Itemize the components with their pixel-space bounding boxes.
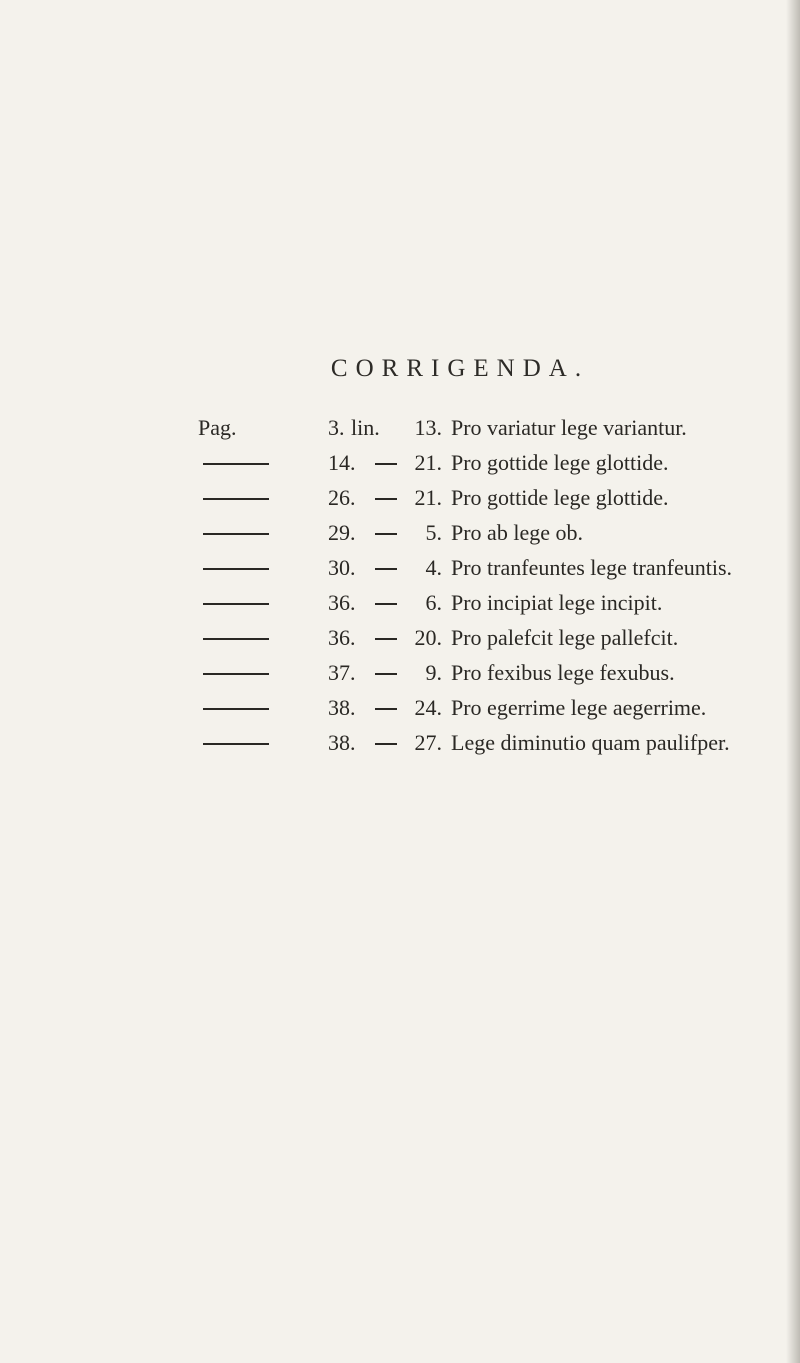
ditto-dash-short	[375, 673, 397, 675]
ditto-dash	[203, 743, 269, 745]
ditto-dash-short	[375, 568, 397, 570]
correction-text: Pro gottide lege glottide.	[451, 485, 669, 510]
page-number: 36.	[328, 625, 356, 650]
page-number: 38.	[328, 695, 356, 720]
ditto-dash	[203, 673, 269, 675]
line-number: 5.	[425, 520, 442, 545]
page-title: CORRIGENDA.	[330, 355, 590, 382]
ditto-dash-short	[375, 708, 397, 710]
page-number: 14.	[328, 450, 356, 475]
correction-text: Pro ab lege ob.	[451, 520, 583, 545]
page-number: 26.	[328, 485, 356, 510]
ditto-dash	[203, 568, 269, 570]
page-number: 38.	[328, 730, 356, 755]
page-number: 3.	[328, 415, 345, 440]
line-number: 9.	[425, 660, 442, 685]
correction-text: Pro gottide lege glottide.	[451, 450, 669, 475]
ditto-dash	[203, 708, 269, 710]
ditto-dash	[203, 638, 269, 640]
pag-label: Pag.	[198, 415, 237, 440]
line-number: 24.	[414, 695, 442, 720]
ditto-dash-short	[375, 743, 397, 745]
page-number: 37.	[328, 660, 356, 685]
line-number: 21.	[414, 485, 442, 510]
line-number: 21.	[414, 450, 442, 475]
correction-text: Lege diminutio quam paulifper.	[451, 730, 730, 755]
ditto-dash-short	[375, 498, 397, 500]
ditto-dash-short	[375, 638, 397, 640]
page-number: 29.	[328, 520, 356, 545]
line-number: 6.	[425, 590, 442, 615]
line-number: 20.	[414, 625, 442, 650]
correction-text: Pro variatur lege variantur.	[451, 415, 687, 440]
line-number: 27.	[414, 730, 442, 755]
correction-text: Pro tranfeuntes lege tranfeuntis.	[451, 555, 733, 580]
ditto-dash	[203, 533, 269, 535]
line-number: 4.	[425, 555, 442, 580]
ditto-dash	[203, 463, 269, 465]
ditto-dash	[203, 498, 269, 500]
correction-text: Pro palefcit lege pallefcit.	[451, 625, 679, 650]
page-number: 36.	[328, 590, 356, 615]
lin-label: lin.	[351, 415, 380, 440]
ditto-dash-short	[375, 533, 397, 535]
ditto-dash-short	[375, 603, 397, 605]
ditto-dash	[203, 603, 269, 605]
correction-text: Pro egerrime lege aegerrime.	[451, 695, 707, 720]
line-number: 13.	[414, 415, 442, 440]
correction-text: Pro fexibus lege fexubus.	[451, 660, 675, 685]
correction-text: Pro incipiat lege incipit.	[451, 590, 663, 615]
page-edge-shadow	[786, 0, 800, 1363]
ditto-dash-short	[375, 463, 397, 465]
page-number: 30.	[328, 555, 356, 580]
